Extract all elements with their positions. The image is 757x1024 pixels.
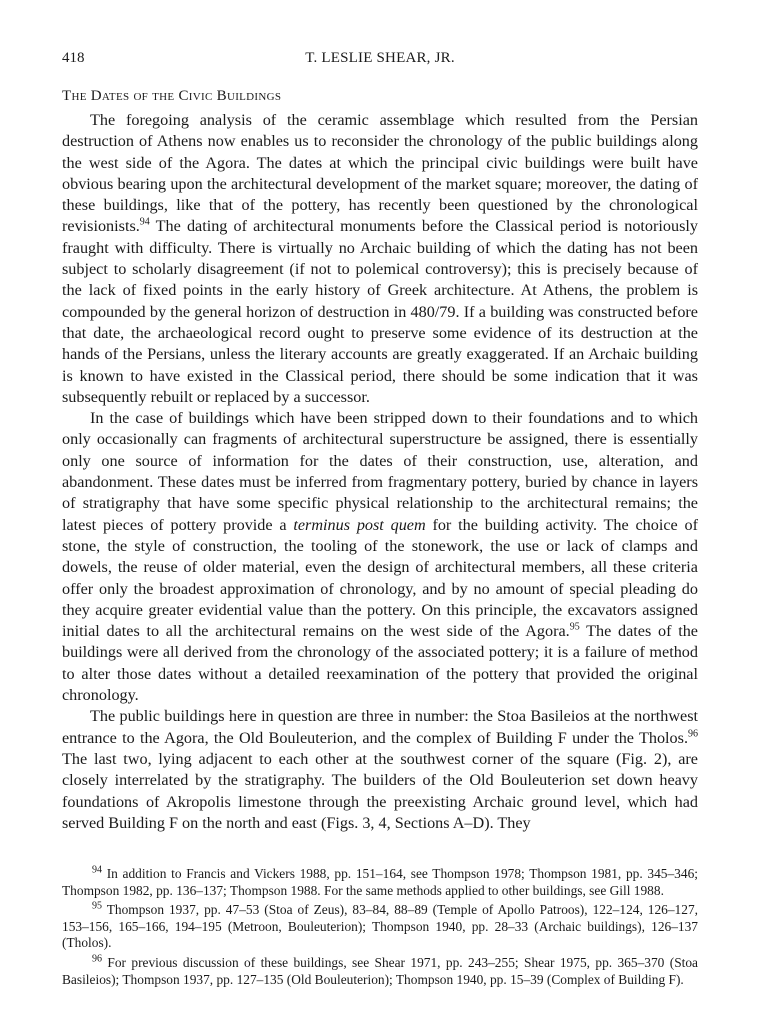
paragraph-3 xyxy=(62,706,698,834)
paragraph-1 xyxy=(62,110,698,408)
footnote-ref-95[interactable]: 95 xyxy=(569,621,580,633)
footnotes xyxy=(62,866,698,991)
footnote-text: In addition to Francis and Vickers 1988, pp. 151–164, see Thompson 1978; Thompson 1981, pp. 345–346; Thompson 1982, pp. 136–137; Thompson 1988. For the same methods applied to other buildings, see Gill 1988. xyxy=(62,866,698,898)
paragraph-2-text-a: In the case of buildings which have been stripped down to their foundations and to which only occasionally can fragments of architectural superstructure be assigned, there is essentially only one source of information for the dates of their construction, use, alteration, and abandonment. These dates must be inferred from fragmentary pottery, buried by chance in layers of stratigraphy that have some specific physical relationship to the architectural remains; the latest pieces of pottery provide a xyxy=(62,409,698,534)
running-head xyxy=(62,50,698,72)
footnote-text: Thompson 1937, pp. 47–53 (Stoa of Zeus), 83–84, 88–89 (Temple of Apollo Patroos), 122–124, 126–127, 153–156, 165–166, 194–195 (Metroon, Bouleuterion); Thompson 1940, pp. 28–33 (Archaic buildings), 126–137 (Tholos). xyxy=(62,902,698,951)
paragraph-1-text-a: The foregoing analysis of the ceramic assemblage which resulted from the Persian destruction of Athens now enables us to reconsider the chronology of the public buildings along the west side of the Agora. The dates at which the principal civic buildings were built have obvious bearing upon the architectural development of the market square; moreover, the dating of these buildings, like that of the pottery, has recently been questioned by the chronological revisionists. xyxy=(62,111,698,236)
paragraph-3-text-a: The public buildings here in question are three in number: the Stoa Basileios at the northwest entrance to the Agora, the Old Bouleuterion, and the complex of Building F under the Tholos. xyxy=(62,707,698,747)
paragraph-2-text-c: The dates of the buildings were all derived from the chronology of the associated pottery; it is a failure of method to alter those dates without a detailed reexamination of the pottery that provided the original chronology. xyxy=(62,622,698,705)
paragraph-1-text-b: The dating of architectural monuments before the Classical period is notoriously fraught with difficulty. There is virtually no Archaic building of which the dating has not been subject to scholarly disagreement (if not to polemical controversy); this is precisely because of the lack of fixed points in the early history of Greek architecture. At Athens, the problem is compounded by the general horizon of destruction in 480/79. If a building was constructed before that date, the archaeological record ought to preserve some evidence of its destruction at the hands of the Persians, unless the literary accounts are greatly exaggerated. If an Archaic building is known to have existed in the Classical period, there should be some indication that it was subsequently rebuilt or replaced by a successor. xyxy=(62,217,698,406)
footnote-number: 96 xyxy=(92,953,102,965)
running-title: T. LESLIE SHEAR, JR. xyxy=(305,50,455,66)
paragraph-2 xyxy=(62,408,698,706)
paragraph-3-text-b: The last two, lying adjacent to each other at the southwest corner of the square (Fig. 2), are closely interrelated by the stratigraphy. The builders of the Old Bouleuterion set down heavy foundations of Akropolis limestone through the preexisting Archaic ground level, which had served Building F on the north and east (Figs. 3, 4, Sections A–D). They xyxy=(62,749,698,832)
footnote-ref-96[interactable]: 96 xyxy=(688,728,698,740)
footnote-number: 95 xyxy=(92,900,102,912)
footnote-94 xyxy=(62,866,698,899)
footnote-95 xyxy=(62,902,698,952)
section-heading: The Dates of the Civic Buildings xyxy=(62,88,282,104)
paragraph-2-text-b: for the building activity. The choice of stone, the style of construction, the tooling of the stonework, the use or lack of clamps and dowels, the reuse of older material, even the design of architectural members, all these criteria offer only the broadest approximation of chronology, and by no amount of special pleading do they acquire greater evidential value than the pottery. On this principle, the excavators assigned initial dates to all the architectural remains on the west side of the Agora. xyxy=(62,515,698,641)
footnote-96 xyxy=(62,955,698,988)
footnote-text: For previous discussion of these buildings, see Shear 1971, pp. 243–255; Shear 1975, pp. 365–370 (Stoa Basileios); Thompson 1937, pp. 127–135 (Old Bouleuterion); Thompson 1940, pp. 15–39 (Complex of Building F). xyxy=(62,954,698,987)
footnote-number: 94 xyxy=(92,864,102,876)
page-number: 418 xyxy=(62,50,85,66)
footnote-ref-94[interactable]: 94 xyxy=(139,217,150,229)
paragraph-2-italic-term: terminus post quem xyxy=(293,515,426,534)
body-text xyxy=(62,110,698,834)
